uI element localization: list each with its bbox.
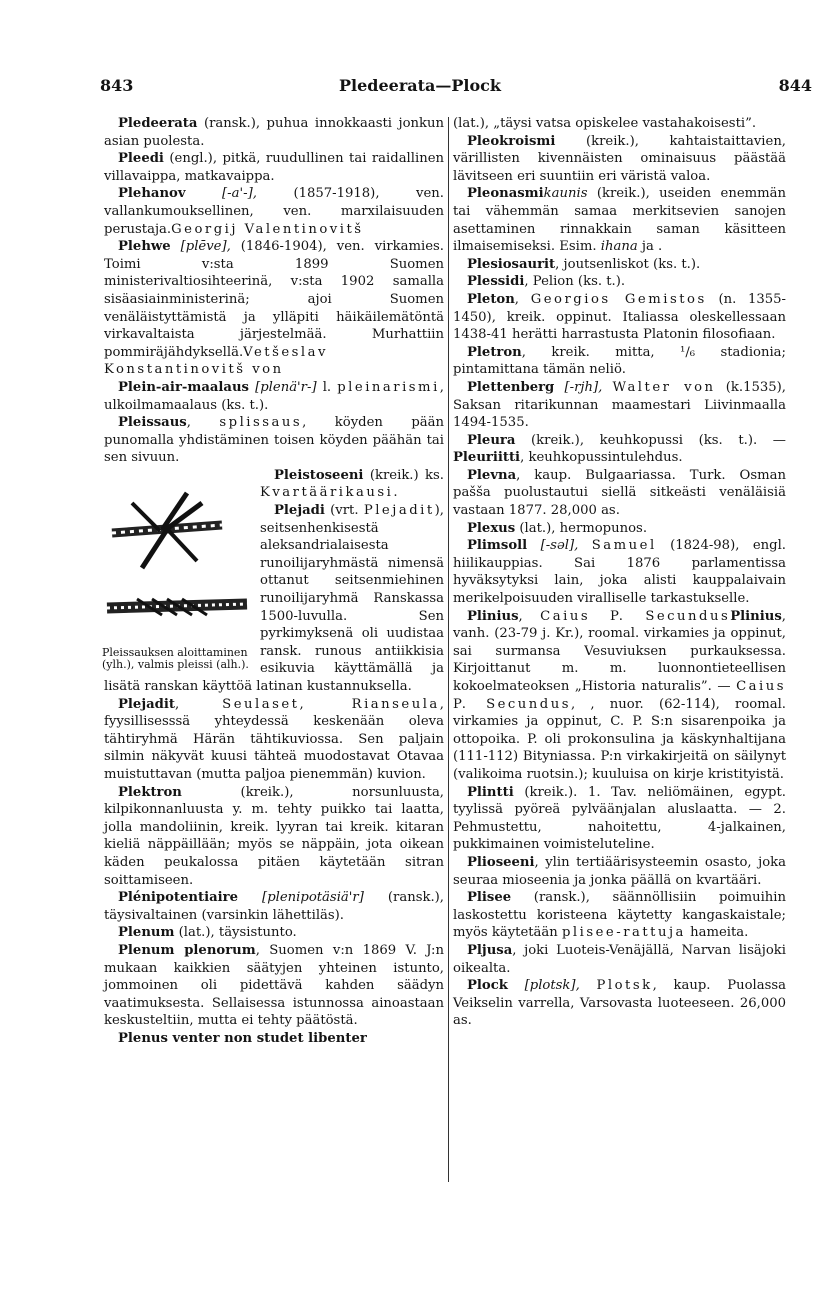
pronunciation: [plenipotäsiä'r] [238,890,388,906]
dictionary-entry [453,115,786,133]
entry-text: , Suomen v:n 1869 V. J:n mukaan kaikkien säätyjen yhteinen istunto, jommoinen oli pidettävä kahden säädyn vaatimuksesta. Sellaisessa istunnossa ainoastaan keskusteltiin, mutta ei tehty päätöstä. [104,942,444,1029]
dictionary-entry [104,379,444,414]
entry-text: (kreik.), keuhkopussi (ks. t.). — [515,432,786,448]
headword: Plexus [467,520,516,536]
pronunciation: [plēve], [170,239,241,255]
entry-text: ja [637,239,659,255]
entry-text: , [514,291,531,307]
headword: Plinius [730,608,782,624]
entry-text: , ulkoilmamaalaus (ks. t.). [104,379,444,413]
headword: Plioseeni [467,854,535,870]
entry-text: , [518,608,541,624]
headword: Pleonasmi [467,186,544,202]
entry-text: , Pelion (ks. t.). [524,274,626,290]
dictionary-entry [104,924,444,942]
headword: Pleura [467,432,516,448]
spaced-name: Caius P. Secundus [453,679,786,712]
headword: Plenum [118,925,175,941]
headword: Pleissaus [118,415,187,431]
figure-caption: Pleissauksen aloittaminen (ylh.), valmis pleissi (alh.). [102,645,249,672]
entry-text: , kaup. Bulgaariassa. Turk. Osman pašša puolustautui siellä sitkeästi venäläisiä vastaan 1877. 28,000 as. [453,467,786,519]
dictionary-entry [453,889,786,942]
entry-text: (lat.), täysistunto. [174,925,297,941]
entry-text: (lat.), hermopunos. [515,520,648,536]
entry-text: (1857-1918), ven. vallankumouksellinen, ven. marxilaisuuden perustaja. [104,186,444,237]
headword: Plejadi [274,503,325,519]
pronunciation: [plenä'r-] [248,379,323,395]
headword: Pleistoseeni [274,467,364,483]
entry-text: ), seitsenhenkisestä aleksandrialaisesta runoilijaryhmästä nimensä ottanut seitsenmiehinen runoilijaryhmä Ranskassa 1500-luvulla. Sen pyrkimyksenä oli uudistaa ransk. runous antiikkisia esikuvia käyttämällä ja lisätä ranskan käyttöä latinan kustannuksella. [104,503,444,694]
spaced-name: splissaus [219,415,303,431]
entry-text: , [571,696,591,712]
headword: Plessidi [467,274,525,290]
dictionary-entry [453,185,786,255]
pronunciation: kaunis [543,186,588,202]
dictionary-entry [104,185,444,238]
dictionary-entry [453,344,786,379]
spaced-name: Samuel [591,538,657,554]
spaced-name: Vetšeslav Konstantinovitš von [104,344,328,378]
dictionary-entry [104,150,444,185]
dictionary-entry [104,942,444,1030]
entry-text: (kreik.) ks. [363,467,444,483]
spaced-name: Caius P. Secundus [540,608,731,624]
dictionary-entry [104,238,444,379]
dictionary-entry [453,784,786,854]
headword: Plock [467,978,508,994]
entry-text: (vrt. [324,503,364,519]
spaced-name: Seulaset, Rianseula [222,696,440,712]
entry-text: , [186,415,220,431]
spaced-name: Plotsk [596,978,653,994]
entry-text: (ransk.), puhua innokkaasti jonkun asian puolesta. [104,116,444,149]
entry-text: (kreik.). 1. Tav. neliömäinen, egypt. tyylissä pyöreä pylväänjalan aluslaatta. — 2. Pehmustettu, nahoitettu, 4-jalkainen, pukkimainen voimisteluteline. [453,784,786,853]
entry-text: (1824-98), engl. hiilikauppias. Sai 1876 parlamentissa hyväksytyksi lain, joka alisti kauppalaivain merikelpoisuuden viralliselle tarkastukselle. [453,538,786,607]
column-divider [448,117,449,1182]
entry-text: (kreik.), norsunluusta, kilpikonnanluusta y. m. tehty puikko tai laatta, jolla mandoliinin, kreik. lyyran tai kreik. kitaran kieliä näppäillään; myös se näppäin, jota oikean käden peukalossa pitäen käytetään sitran soittamiseen. [104,784,444,888]
entry-text: , [174,696,223,712]
finished-splice-illustration [107,599,247,615]
headword: Pljusa [467,942,513,958]
headword: Pleuriitti [453,450,521,466]
pronunciation: [-rjh], [554,379,613,395]
headword: Pleokroismi [467,133,556,149]
entry-text: , kreik. mitta, ¹/₆ stadionia; pintamittana tämän neliö. [453,344,786,378]
entry-text: (kreik.), kahtaistaittavien, värillisten kivennäisten ominaisuus päästää lävitseen eri suuntiin eri väristä valoa. [453,133,786,184]
headword: Plevna [467,467,517,483]
dictionary-entry [453,977,786,1030]
dictionary-entry [453,520,786,538]
spaced-name: Georgij Valentinovitš [171,221,364,237]
dictionary-entry [453,379,786,432]
entry-text: (1846-1904), ven. virkamies. Toimi v:sta 1899 Suomen ministerivaltiosihteerinä, v:sta 1902 samalla sisäasiainministerinä; ajoi Suomen venäläistyttämistä ja ylläpiti häikäilemätöntä virkavaltaista järjestelmää. Murhattiin pommiräjähdyksellä. [104,239,444,360]
headword: Plénipotentiaire [118,890,238,906]
entry-text: , ylin tertiäärisysteemin osasto, joka seuraa mioseenia ja jonka päällä on kvartääri. [453,854,786,888]
entry-text: . [658,239,663,255]
headword: Pleton [467,291,515,307]
entry-text: hameita. [685,925,749,941]
headword: Plejadit [118,696,175,712]
dictionary-entry [104,1030,444,1048]
rope-splice-start-illustration [102,473,252,643]
entry-text: (kreik.), useiden enemmän tai vähemmän samaa merkitsevien sanojen asettaminen rinnakkain saman käsitteen ilmaisemiseksi. Esim. [453,186,786,255]
dictionary-entry [104,115,444,150]
headword: Pleedi [118,151,164,167]
spaced-name: plisee-rattuja [561,925,686,941]
page-title: Pledeerata—Plock [339,76,501,95]
headword: Plenum plenorum [118,942,256,958]
dictionary-entry [104,889,444,924]
entry-text: (k.1535), Saksan ritarikunnan maamestari Liivinmaalla 1494-1535. [453,379,786,431]
entry-text: , fyysillisesssä yhteydessä keskenään oleva tähtiryhmä Härän tähtikuviossa. Sen paljain silmin näkyvät kuusi tähteä muodostavat Otavaa muistuttavan (mutta paljoa pienemmän) kuvion. [104,696,444,782]
dictionary-entry [453,537,786,607]
italic-term: ihana [600,239,638,255]
dictionary-entry [453,608,786,784]
entry-text: (engl.), pitkä, ruudullinen tai raidallinen villavaippa, matkavaippa. [104,151,444,184]
right-page-number: 844 [778,76,812,95]
pronunciation: [-a'-], [185,186,294,202]
headword: Pletron [467,344,522,360]
headword: Plektron [118,784,182,800]
entry-text: (n. 1355-1450), kreik. oppinut. Italiassa oleskellessaan 1438-41 herätti harrastusta Platonin filosofiaan. [453,291,787,343]
entry-text: , nuor. (62-114), roomal. virkamies ja oppinut, C. P. S:n sisarenpoika ja ottopoika. P. oli prokonsulina ja käskynhaltijana (111-112) Bityniassa. P:n virkakirjeitä on säilynyt (valikoima ruotsin.); kuuluisa on kirje kristityistä. [453,696,786,782]
dictionary-entry [453,256,786,274]
spaced-name: Walter von [612,379,716,395]
pronunciation: [plotsk], [507,978,597,994]
dictionary-entry [104,414,444,467]
spaced-name: Georgios Gemistos [530,291,707,307]
headword: Plettenberg [467,379,555,395]
entry-text: , keuhkopussintulehdus. [520,450,683,466]
left-column [104,115,444,1047]
left-page-number: 843 [100,76,134,95]
dictionary-entry [453,291,786,344]
dictionary-entry [453,942,786,977]
entry-text: l. [322,379,338,395]
headword: Plisee [467,890,512,906]
entry-text: (ransk.), säännöllisiin poimuihin laskostettu koristeena käytetty kangaskaistale; myös käytetään [453,890,786,941]
spaced-name: pleinarismi [337,379,440,395]
right-column [453,115,786,1030]
dictionary-entry [453,467,786,520]
headword: Plein-air-maalaus [118,379,249,395]
entry-text: , joutsenliskot (ks. t.). [555,256,701,272]
splice-figure [102,473,252,674]
headword: Pledeerata [118,116,198,131]
dictionary-entry [453,432,786,467]
spaced-name: Kvartäärikausi [260,485,394,501]
dictionary-entry [104,784,444,890]
headword: Plenus venter non studet libenter [118,1030,367,1046]
entry-text: (ransk.), täysivaltainen (varsinkin lähettiläs). [104,890,444,923]
headword: Plintti [467,784,514,800]
headword: Plehanov [118,186,186,202]
headword: Plinius [467,608,519,624]
spaced-name: Plejadit [363,503,435,519]
headword: Plesiosaurit [467,256,556,272]
dictionary-entry [453,133,786,186]
dictionary-entry [104,696,444,784]
headword: Plimsoll [467,538,528,554]
dictionary-entry [453,854,786,889]
entry-text: (lat.), „täysi vatsa opiskelee vastahakoisesti”. [453,116,757,131]
dictionary-entry [453,273,786,291]
entry-text: , kaup. Puolassa Veikselin varrella, Varsovasta luoteeseen. 26,000 as. [453,978,786,1029]
headword: Plehwe [118,239,171,255]
entry-text: . [393,485,398,501]
entry-text: , köyden pään punomalla yhdistäminen toisen köyden päähän tai sen sivuun. [104,415,444,466]
entry-text: , joki Luoteis-Venäjällä, Narvan lisäjoki oikealta. [453,942,786,976]
pronunciation: [-səl], [527,538,592,554]
entry-text: , vanh. (23-79 j. Kr.), roomal. virkamies ja oppinut, sai surmansa Vesuviuksen purkauksessa. Kirjoittanut m. m. luonnontieteellisen kokoelmateoksen „Historia naturalis”. — [453,608,786,694]
